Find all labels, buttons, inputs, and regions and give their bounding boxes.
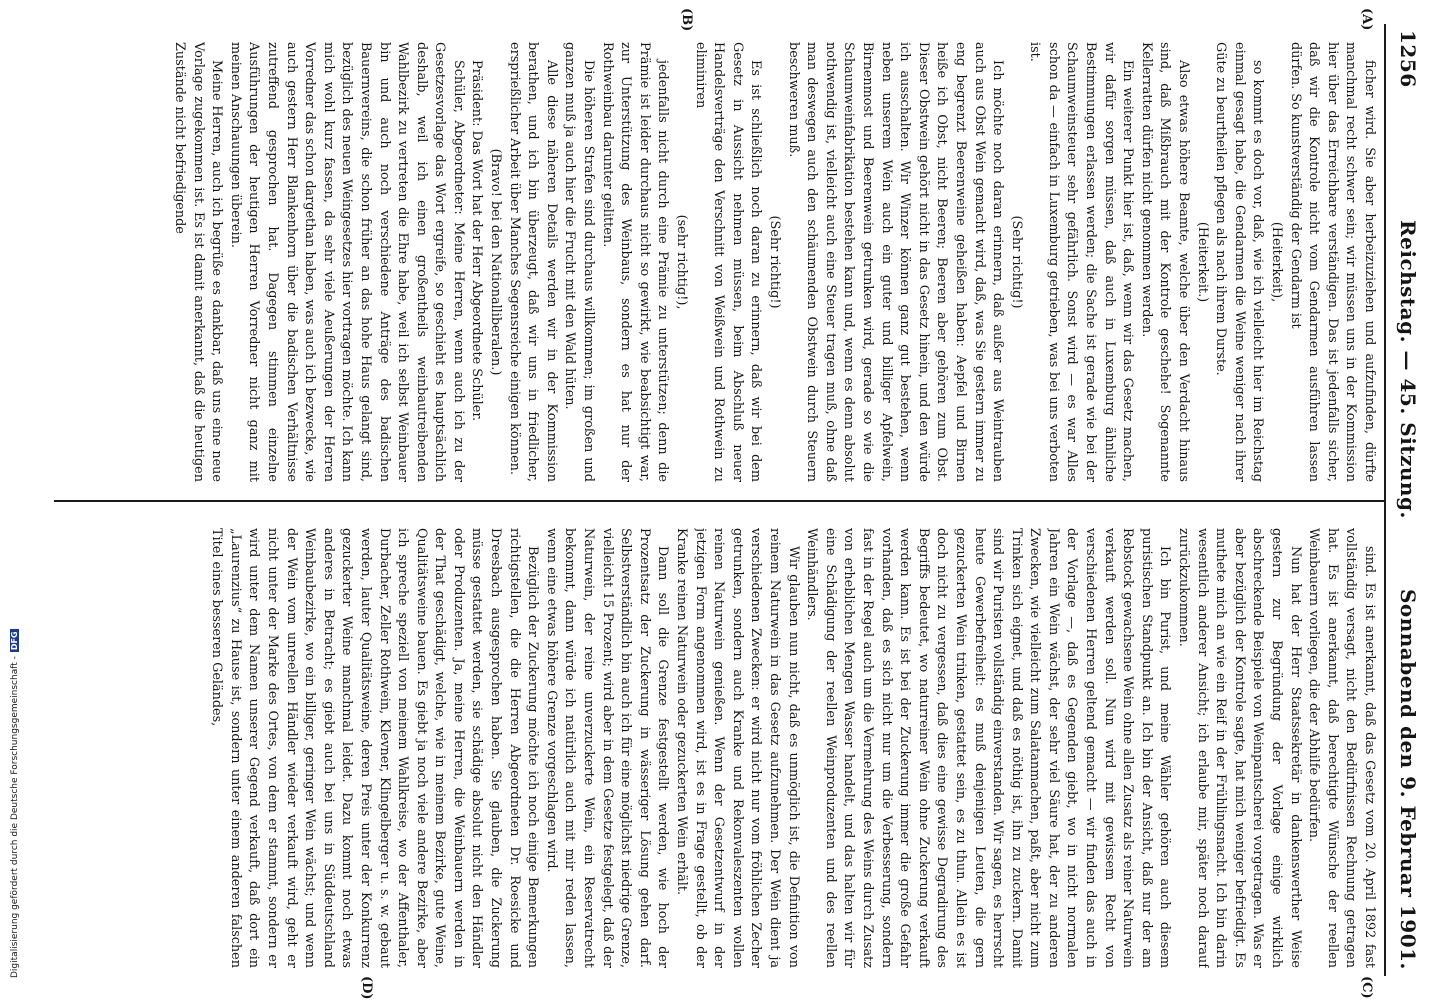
paragraph: Ich möchte noch daran erinnern, daß außer aus Weintrauben auch aus Obst Wein gemacht wird, daß, was Sie gestern immer zu eng begrenzt Beerenweine geheißen haben: Aepfel und Birnen heiße ich Obst, nicht Beeren; Beeren aber gehören zum Obst. Dieser Obstwein gehört nicht in das Gesetz hinein, und den würde ich ausschalten. Wir Winzer können ganz gut bestehen, wenn neben unserem Wein auch ein guter und billiger Apfelwein, Birnenmost und Beerenwein getrunken wird, gerade so wie die Schaumweinfabrikation bestehen kann und, wenn es denn absolut nothwendig ist, vielleicht auch eine Steuer tragen muß, ohne daß man deswegen auch den schäumenden Obstwein durch Steuern beschweren muß. bbox=[785, 42, 1006, 482]
paragraph: Nun hat der Herr Staatssekretär in dankenswerther Weise gestern zur Begründung der Vorlage einige wirklich abschreckende Beispiele von Weinpantscherei vorgetragen. Was er aber bezüglich der Kontrole sagte, hat mich weniger befriedigt. Es muthete mich an wie ein Reif in der Frühlingsnacht. Ich bin darin wesentlich anderer Ansicht; ich erlaube mir, später noch darauf zurückzukommen. bbox=[1176, 528, 1303, 968]
paragraph: Ein weiterer Punkt hier ist, daß, wenn wir das Gesetz machen, wir dafür sorgen müssen, daß auch in Luxemburg ähnliche Bestimmungen erlassen werden; die Sache ist gerade wie bei der Schaumweinsteuer sehr gefährlich. Sonst wird — es war Alles schon da — einfach in Luxemburg getrieben, was bei uns verboten ist. bbox=[1027, 42, 1136, 482]
paragraph: Es ist schließlich noch daran zu erinnern, daß wir bei dem Gesetz in Aussicht nehmen müssen, beim Abschluß neuer Handelsverträge den Verschnitt von Weißwein und Rothwein zu eliminiren bbox=[692, 42, 764, 482]
right-column bbox=[58, 528, 1378, 968]
paragraph: Meine Herren, auch ich begrüße es dankbar, daß uns eine neue Vorlage zugekommen ist. Es ist damit anerkannt, daß die heutigen Zustände nicht befriedigende bbox=[172, 42, 225, 482]
margin-marker-d: (D) bbox=[359, 976, 374, 1000]
interjection: (Sehr richtig!) bbox=[1008, 215, 1024, 309]
paragraph: sind. Es ist anerkannt, daß das Gesetz vom 20. April 1892 fast vollständig versagt, nicht den Bedürfnissen Rechnung getragen hat. Es ist anerkannt, daß berechtigte Wünsche der reellen Weinbauern vorliegen, die der Abhilfe bedürfen. bbox=[1306, 528, 1377, 968]
running-title: Reichstag. — 45. Sitzung. bbox=[1396, 220, 1420, 519]
digitization-footer bbox=[10, 629, 30, 978]
paragraph: ficher wird. Sie aber herbeizuziehen und aufzufinden, dürfte manchmal recht schwer sein; wir müssen uns in der Kommission hier über das Erreichbare verständigen. Das ist jedenfalls sicher, daß wir die Kontrole nicht vom Gendarmen ausführen lassen dürfen. So kunstverständig der Gendarm ist bbox=[1287, 42, 1377, 482]
footer-text: Digitalisierung gefördert durch die Deutsche Forschungsgemeinschaft - bbox=[10, 656, 20, 978]
page-header bbox=[1388, 30, 1428, 970]
paragraph: Dann soll die Grenze festgestellt werden, wie hoch der Prozentsatz der Zuckerung in wässeriger Lösung gehen darf. Selbstverständlich bin auch ich für eine möglichst niedrige Grenze, vielleicht 15 Prozent; wird aber in dem Gesetze festgelegt, daß der Naturwein, der reine unverzuckerte Wein, ein Reservatrecht bekommt, dann würde ich natürlich auch mit mir reden lassen, wenn eine etwas höhere Grenze vorgeschlagen wird. bbox=[543, 528, 671, 968]
interjection: (Heiterkeit), bbox=[1269, 221, 1285, 303]
header-rule bbox=[1384, 24, 1386, 976]
margin-marker-b: (B) bbox=[679, 8, 694, 32]
interjection: (Bravo! bei den Nationalliberalen.) bbox=[488, 148, 504, 376]
interjection: (Heiterkeit.) bbox=[1194, 221, 1210, 303]
paragraph: Bezüglich der Zuckerung möchte ich noch einige Bemerkungen richtigstellen, die die Herren Abgeordneten Dr. Roesicke und Dreesbach ausgesprochen haben. Sie glauben, die Zuckerung müsse gestattet werden, sie schädige absolut nicht den Händler oder Produzenten. Ja, meine Herren, die Weinbauern werden in der That geschädigt, welche, wie in meinem Bezirke, gute Weine, Qualitätsweine bauen. Es giebt ja noch viele andere Bezirke, aber ich spreche speziell von meinem Wahlkreise, wo der Affenthaler, Durbacher, Zeller Rothwein, Klevner, Klingelberger u. s. w. gebaut werden, lauter Qualitätsweine, deren Preis unter der Konkurrenz gezuckerter Weine manchmal leidet. Dazu kommt noch etwas anderes in Betracht; es giebt auch bei uns in Süddeutschland Weinbaubezirke, wo ein billiger, geringer Wein wächst; und wenn der Wein vom unreellen Händler wieder verkauft wird, geht er nicht unter der Marke des Ortes, von dem er stammt, sondern er wird unter dem Namen unserer Gegend verkauft, daß dort ein „Laurenzius“ zu Hause ist, sondern unter einem anderen falschen Titel eines besseren Geländes, bbox=[209, 528, 541, 968]
paragraph: Alle diese näheren Details werden wir in der Kommission berathen, und ich bin überzeugt, daß wir uns in friedlicher, ersprießlicher Arbeit über Manches Segensreiche einigen können. bbox=[506, 42, 559, 482]
dfg-logo: DFG bbox=[10, 631, 19, 651]
paragraph: Also etwas höhere Beamte, welche über den Verdacht hinaus sind, daß Mißbrauch mit der Kontrole geschehe! Sogenannte Kellerratten dürfen nicht genommen werden. bbox=[1138, 42, 1192, 482]
session-date: Sonnabend den 9. Februar 1901. bbox=[1396, 588, 1420, 970]
interjection: (Sehr richtig!) bbox=[767, 215, 782, 309]
margin-marker-c: (C) bbox=[1359, 976, 1374, 999]
margin-marker-a: (A) bbox=[1359, 8, 1374, 31]
paragraph: Ich bin Purist, und meine Wähler gehören auch diesem puristischen Standpunkt an. Ich bin der Ansicht, daß nur der am Rebstock gewachsene Wein ohne allen Zusatz als reiner Naturwein verkauft werden soll. Nun wird mit gewissem Recht von verschiedenen Herren geltend gemacht — wir finden das auch in der Vorlage —, daß es Gegenden giebt, wo in nicht normalen Jahren ein Wein wächst, der sehr viel Säure hat, der zu anderen Zwecken, wie vielleicht zum Salatanmachen, paßt, aber nicht zum Trinken sich eignet, und daß es nöthig ist, ihn zu zuckern. Damit sind wir Puristen vollständig einverstanden. Wir sagen, es herrscht heute Gewerbefreiheit: es muß denjenigen Leuten, die gern gezuckerten Wein trinken, gestattet sein, es zu thun. Allein es ist doch nicht zu vergessen, daß dies eine gewisse Degradirung des Begriffs bedeutet, wo naturreiner Wein ohne Zuckerung verkauft werden kann. Es ist bei der Zuckerung immer die große Gefahr vorhanden, daß es sich nicht nur um die Verbesserung, sondern fast in der Regel auch um die Vermehrung des Weins durch Zusatz von erheblichen Mengen Wasser handelt, und das halten wir für eine Schädigung der reellen Weinproduzenten und des reellen Weinhändlers. bbox=[804, 528, 1173, 968]
paragraph: Schüler, Abgeordneter: Meine Herren, wenn auch ich zu der Gesetzesvorlage das Wort ergreife, so geschieht es hauptsächlich deshalb, weil ich einen großentheils weinbautreibenden Wahlbezirk zu vertreten die Ehre habe, weil ich selbst Weinbauer bin und auch noch verschiedene Anträge des badischen Bauernvereins, die schon früher an das hohe Haus gelangt sind, bezüglich des neuen Weingesetzes hier vortragen möchte. Ich kann mich wohl kurz fassen, da sehr viele Aeußerungen der Herren Vorredner das schon dargethan haben, was auch ich bezwecke, wie auch gestern Herr Blankenhorn über die badischen Verhältnisse zutreffend gesprochen hat. Dagegen stimmen einzelne Ausführungen der heutigen Herren Vorredner nicht ganz mit meinen Anschauungen überein. bbox=[227, 42, 466, 482]
column-divider bbox=[54, 500, 1384, 502]
paragraph: Wir glauben nun nicht, daß es unmöglich ist, die Definition von reinem Naturwein in das Gesetz aufzunehmen. Der Wein dient ja verschiedenen Zwecken: er wird nicht nur vom fröhlichen Zecher getrunken, sondern auch Kranke und Rekonvaleszenten wollen reinen Naturwein genießen. Wenn der Gesetzentwurf in der jetzigen Form angenommen wird, ist es in Frage gestellt, ob der Kranke reinen Naturwein oder gezuckerten Wein erhält. bbox=[674, 528, 801, 968]
paragraph: jedenfalls nicht durch eine Prämie zu unterstützen; denn die Prämie ist leider durchaus nicht so gewirkt, wie beabsichtigt war, zur Unterstützung des Weinbaus, sondern es hat nur der Rothweinbau darunter gelitten. bbox=[599, 42, 671, 482]
page-number: 1256 bbox=[1396, 30, 1420, 88]
speaker-line: Präsident: Das Wort hat der Herr Abgeordnete Schüler. bbox=[469, 60, 485, 422]
paragraph: so kommt es doch vor, daß, wie ich vielleicht hier im Reichstag einmal gesagt habe, die Gendarmen die Weine weniger nach ihrer Güte zu beurtheilen pflegen als nach ihrem Durste. bbox=[1213, 42, 1266, 482]
paragraph: Die höheren Strafen sind durchaus willkommen; im großen und ganzen muß ja auch hier die Frucht mit den Wald hüten. bbox=[562, 42, 597, 482]
left-column bbox=[58, 42, 1378, 482]
interjection: (sehr richtig!), bbox=[674, 214, 690, 310]
